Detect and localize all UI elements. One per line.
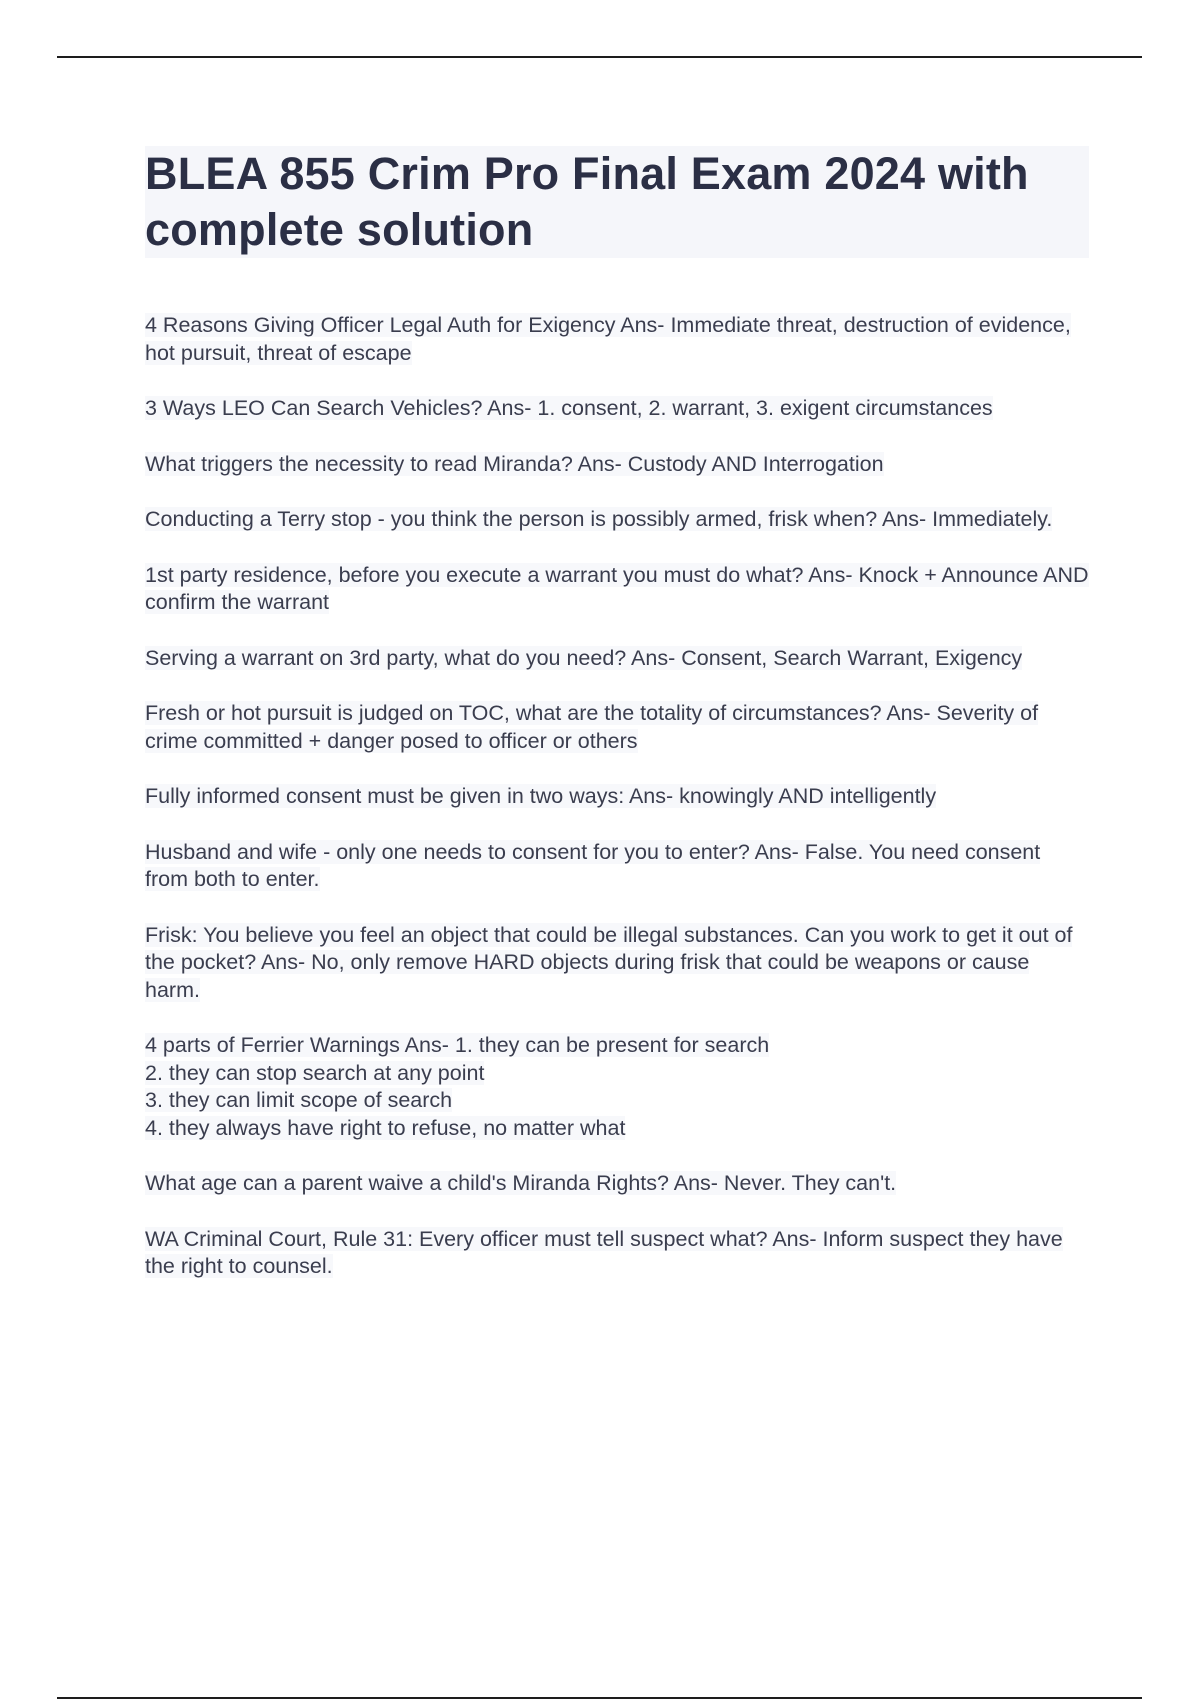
qa-item bbox=[145, 700, 1089, 755]
qa-item-text: WA Criminal Court, Rule 31: Every officer must tell suspect what? Ans- Inform suspect they have the right to counsel. bbox=[145, 1226, 1063, 1278]
qa-item-text: What age can a parent waive a child's Miranda Rights? Ans- Never. They can't. bbox=[145, 1171, 897, 1195]
qa-item-text: Fresh or hot pursuit is judged on TOC, what are the totality of circumstances? Ans- Severity of crime committed + danger posed to officer or others bbox=[145, 701, 1039, 753]
qa-item-text: Serving a warrant on 3rd party, what do you need? Ans- Consent, Search Warrant, Exigency bbox=[145, 645, 1023, 670]
qa-item-text: 4 Reasons Giving Officer Legal Auth for Exigency Ans- Immediate threat, destruction of evidence, hot pursuit, threat of escape bbox=[145, 313, 1071, 365]
qa-item bbox=[145, 645, 1089, 673]
qa-item-text: Conducting a Terry stop - you think the person is possibly armed, frisk when? Ans- Immediately. bbox=[145, 507, 1053, 531]
bottom-rule bbox=[57, 1697, 1142, 1699]
qa-item-text: Fully informed consent must be given in two ways: Ans- knowingly AND intelligently bbox=[145, 784, 937, 808]
qa-item bbox=[145, 1032, 1089, 1142]
page-title: BLEA 855 Crim Pro Final Exam 2024 with complete solution bbox=[145, 148, 1029, 255]
qa-item bbox=[145, 783, 1089, 811]
qa-item-text: 4 parts of Ferrier Warnings Ans- 1. they can be present for search 2. they can stop search at any point 3. they can limit scope of search 4. they always have right to refuse, no matter what bbox=[145, 1033, 770, 1140]
qa-item bbox=[145, 506, 1089, 534]
qa-item-text: Frisk: You believe you feel an object that could be illegal substances. Can you work to get it out of the pocket? Ans- No, only remove HARD objects during frisk that could be weapons or cause harm. bbox=[145, 922, 1073, 1002]
qa-item bbox=[145, 451, 1089, 479]
qa-item bbox=[145, 922, 1089, 1005]
top-rule bbox=[57, 56, 1142, 58]
qa-list bbox=[145, 312, 1089, 1309]
qa-item bbox=[145, 395, 1089, 423]
title-block bbox=[145, 146, 1089, 258]
qa-item-text: What triggers the necessity to read Miranda? Ans- Custody AND Interrogation bbox=[145, 451, 884, 476]
qa-item bbox=[145, 562, 1089, 617]
qa-item-text: 1st party residence, before you execute a warrant you must do what? Ans- Knock + Announce AND confirm the warrant bbox=[145, 562, 1089, 614]
qa-item-text: 3 Ways LEO Can Search Vehicles? Ans- 1. consent, 2. warrant, 3. exigent circumstances bbox=[145, 396, 993, 420]
qa-item bbox=[145, 1170, 1089, 1198]
qa-item bbox=[145, 839, 1089, 894]
qa-item bbox=[145, 312, 1089, 367]
qa-item-text: Husband and wife - only one needs to consent for you to enter? Ans- False. You need consent from both to enter. bbox=[145, 839, 1041, 891]
qa-item bbox=[145, 1226, 1089, 1281]
